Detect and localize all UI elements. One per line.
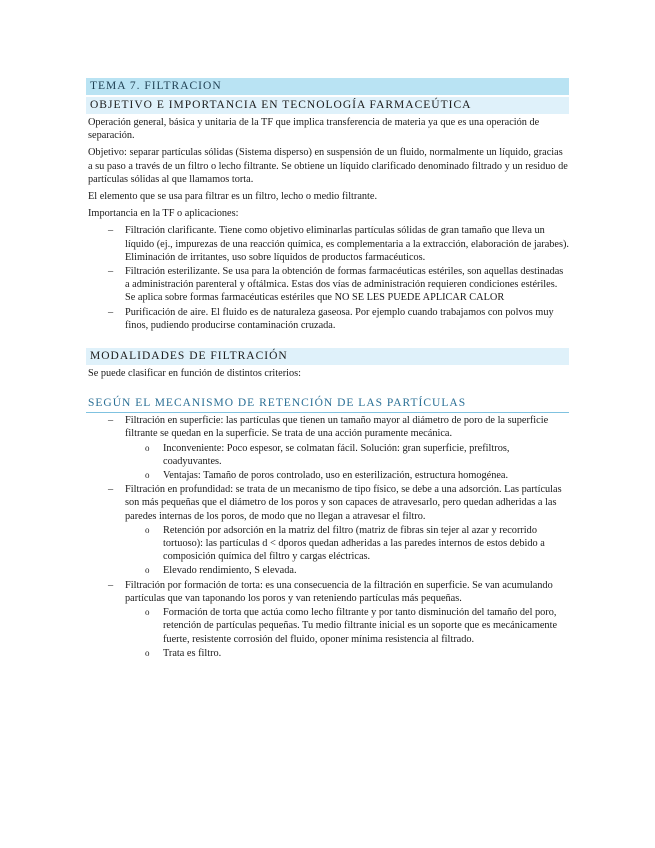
sub-list	[125, 442, 569, 483]
paragraph: Operación general, básica y unitaria de la TF que implica transferencia de materia ya que es una operación de separación.	[88, 117, 540, 142]
subsection-heading-mecanismo: SEGÚN EL MECANISMO DE RETENCIÓN DE LAS PARTÍCULAS	[86, 396, 569, 413]
paragraph: Importancia en la TF o aplicaciones:	[88, 208, 239, 220]
list-item: – Filtración clarificante. Tiene como objetivo eliminarlas partículas sólidas de gran tamaño que lleva un líquido (ej., impurezas de una reacción química, es complementaria a la extracción, elaboración de jarabes). Eliminación de irritantes, uso sobre líquidos de productos farmacéuticos.	[86, 224, 569, 264]
list-item: – Filtración esterilizante. Se usa para la obtención de formas farmacéuticas estériles, son aquellas destinadas a administración parenteral y oftálmica. Estas dos vías de administración requieren condiciones estériles. Se aplica sobre formas farmacéuticas estériles que NO SE LES PUEDE APLICAR CALOR	[86, 265, 569, 305]
document-title: TEMA 7. FILTRACION	[86, 78, 569, 95]
list-item-text: Filtración en profundidad: se trata de un mecanismo de tipo físico, se debe a una adsorción. Las partículas son más pequeñas que el diámetro de los poros y son capaces de atravesarlo, pero quedan adheridas a las paredes internas de los poros, de modo que no llegan a atravesar el filtro.	[125, 484, 562, 522]
sub-list	[125, 524, 569, 578]
sub-list-item: o Inconveniente: Poco espesor, se colmatan fácil. Solución: gran superficie, prefiltros, coadyuvantes.	[125, 442, 569, 468]
list-item	[86, 414, 569, 482]
sub-list-item: o Trata es filtro.	[125, 647, 569, 660]
sub-list-item: o Formación de torta que actúa como lecho filtrante y por tanto disminución del tamaño del poro, retención de partículas pequeñas. Tu medio filtrante inicial es un soporte que es mecánicamente fuerte, resistente corrosión del fluido, oponer mínima resistencia al filtrado.	[125, 606, 569, 646]
paragraph: Se puede clasificar en función de distintos criterios:	[88, 368, 302, 380]
sub-list-item: o Elevado rendimiento, S elevada.	[125, 564, 569, 577]
list-item-text: Filtración en superficie: las partículas que tienen un tamaño mayor al diámetro de poro de la superficie filtrante se quedan en la superficie. Se trata de una acción puramente mecánica.	[125, 415, 549, 440]
paragraph: Objetivo: separar partículas sólidas (Sistema disperso) en suspensión de un fluido, normalmente un líquido, gracias a su paso a través de un filtro o lecho filtrante. Se obtiene un líquido clarificado denominado filtrado y un residuo de partículas sólidas al que llamamos torta.	[88, 147, 568, 185]
section-heading-objetivo: OBJETIVO E IMPORTANCIA EN TECNOLOGÍA FARMACEÚTICA	[86, 97, 569, 114]
section-heading-modalidades: MODALIDADES DE FILTRACIÓN	[86, 348, 569, 365]
list-item-text: Filtración por formación de torta: es una consecuencia de la filtración en superficie. Se van acumulando partículas que van taponando los poros y van reteniendo partículas más pequeñas.	[125, 579, 553, 604]
sub-list	[125, 606, 569, 660]
applications-list	[86, 224, 569, 332]
sub-list-item: o Ventajas: Tamaño de poros controlado, uso en esterilización, estructura homogénea.	[125, 469, 569, 482]
sub-list-item: o Retención por adsorción en la matriz del filtro (matriz de fibras sin tejer al azar y recorrido tortuoso): las partículas d < dporos quedan adheridas a las paredes internos de estos debido a composición química del filtro y cargas eléctricas.	[125, 524, 569, 564]
mechanism-list	[86, 414, 569, 660]
list-item: – Purificación de aire. El fluido es de naturaleza gaseosa. Por ejemplo cuando trabajamos con polvos muy finos, pudiendo producirse contaminación cruzada.	[86, 306, 569, 332]
list-item	[86, 483, 569, 577]
list-item	[86, 579, 569, 660]
paragraph: El elemento que se usa para filtrar es un filtro, lecho o medio filtrante.	[88, 191, 378, 203]
